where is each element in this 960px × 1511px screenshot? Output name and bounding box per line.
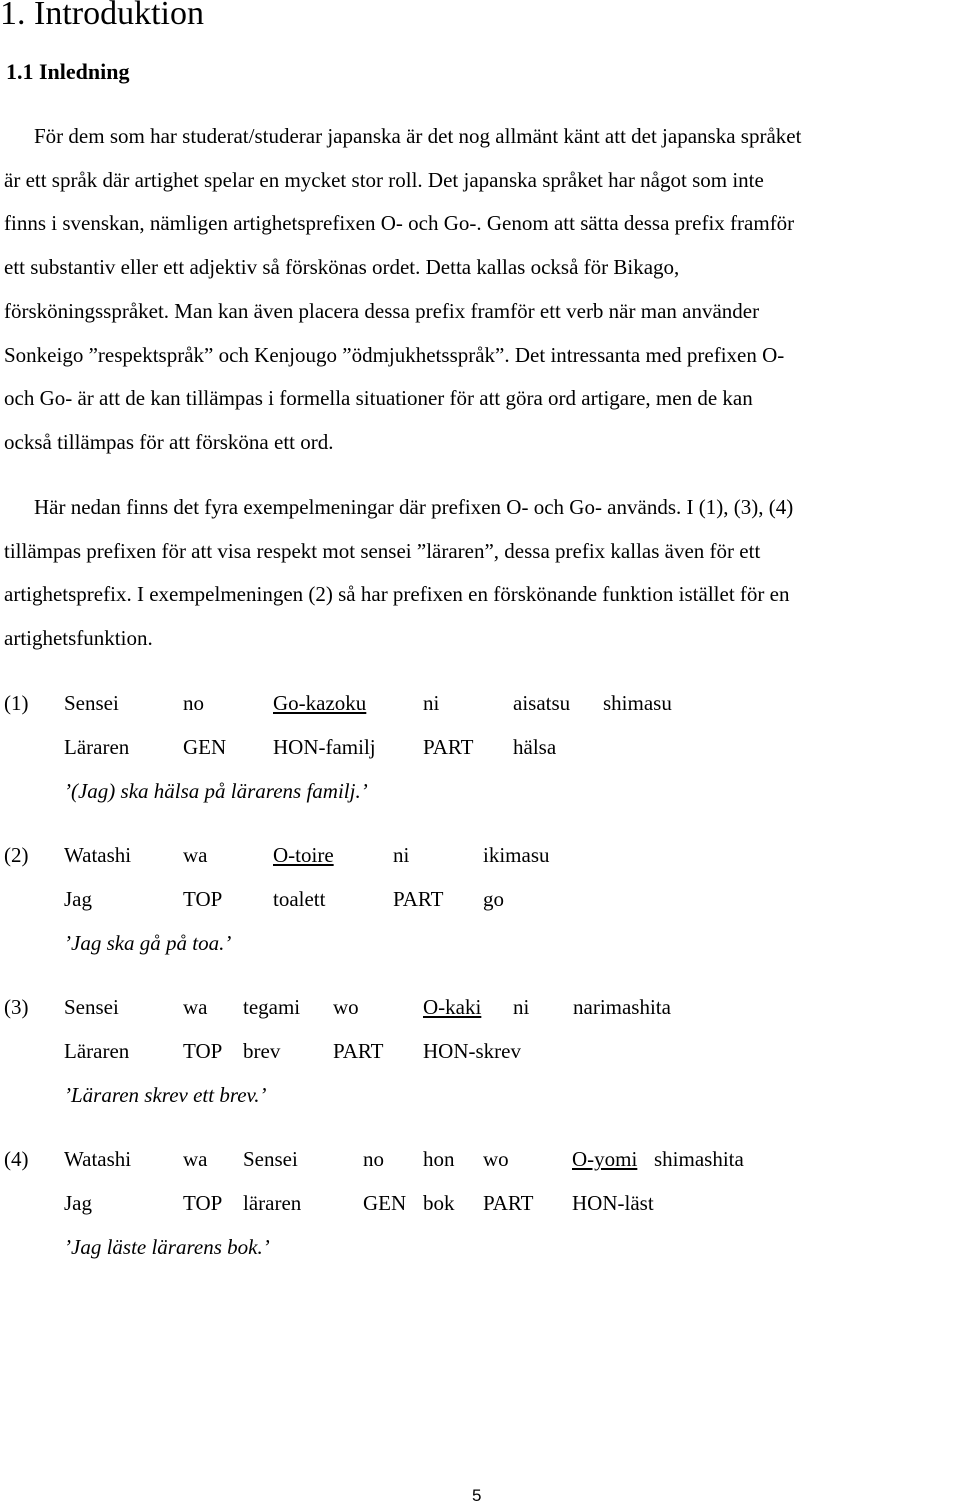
paragraph-line: och Go- är att de kan tillämpas i formella situationer för att göra ord artigare, men de kan [4, 386, 753, 411]
example-gloss: Läraren [64, 1039, 130, 1063]
example-word: no [363, 1147, 384, 1171]
example-gloss: TOP [183, 887, 223, 911]
example-gloss: hälsa [513, 735, 557, 759]
example-gloss: brev [243, 1039, 281, 1063]
example-gloss: toalett [273, 887, 326, 911]
example-word: Watashi [64, 843, 132, 867]
example-gloss: läraren [243, 1191, 302, 1215]
example-word: shimasu [603, 691, 672, 715]
example-number: (4) [4, 1147, 29, 1171]
example-word: hon [423, 1147, 455, 1171]
example-word: wa [183, 843, 208, 867]
example-word: tegami [243, 995, 301, 1019]
paragraph-line: För dem som har studerat/studerar japanska är det nog allmänt känt att det japanska språket [34, 124, 802, 148]
example-translation: ’Jag läste lärarens bok.’ [64, 1235, 270, 1259]
example-word: Sensei [64, 995, 119, 1019]
example-word: shimashita [654, 1147, 744, 1171]
example-word: ni [393, 843, 410, 867]
example-word: Sensei [64, 691, 119, 715]
paragraph-line: är ett språk där artighet spelar en mycket stor roll. Det japanska språket har något som inte [4, 167, 764, 192]
paragraph-line: Sonkeigo ”respektspråk” och Kenjougo ”ödmjukhetsspråk”. Det intressanta med prefixen O- [4, 342, 785, 367]
example-word: wo [333, 995, 359, 1019]
example-gloss: PART [423, 735, 474, 759]
example-gloss: GEN [183, 735, 227, 759]
example-number: (1) [4, 691, 29, 715]
example-gloss: GEN [363, 1191, 407, 1215]
intro-paragraph [4, 115, 956, 465]
paragraph-line: finns i svenskan, nämligen artighetsprefixen O- och Go-. Genom att sätta dessa prefix framför [4, 211, 795, 236]
paragraph-line: artighetsfunktion. [4, 626, 153, 651]
example-word: no [183, 691, 204, 715]
example-gloss: PART [393, 887, 444, 911]
paragraph-line: också tillämpas för att försköna ett ord. [4, 429, 334, 454]
example-number: (2) [4, 843, 29, 867]
examples-intro-paragraph [4, 486, 956, 661]
page-number: 5 [472, 1486, 482, 1505]
example-gloss: HON-familj [273, 735, 376, 759]
example-gloss: PART [333, 1039, 384, 1063]
example-gloss: TOP [183, 1191, 223, 1215]
section-heading: 1.1 Inledning [6, 59, 130, 84]
example-translation: ’Jag ska gå på toa.’ [64, 931, 232, 955]
example-gloss: bok [423, 1191, 455, 1215]
example-gloss: HON-skrev [423, 1039, 521, 1063]
example-word: Watashi [64, 1147, 132, 1171]
example-word-prefixed: O-kaki [423, 995, 482, 1019]
example-word-prefixed: O-yomi [572, 1147, 638, 1171]
example-word-prefixed: O-toire [273, 843, 334, 867]
paragraph-line: artighetsprefix. I exempelmeningen (2) så har prefixen en förskönande funktion istället för en [4, 582, 790, 607]
example-number: (3) [4, 995, 29, 1019]
example-word: ni [513, 995, 530, 1019]
example-word: ikimasu [483, 843, 550, 867]
example-gloss: PART [483, 1191, 534, 1215]
example-gloss: TOP [183, 1039, 223, 1063]
paragraph-line: ett substantiv eller ett adjektiv så förskönas ordet. Detta kallas också för Bikago, [4, 255, 680, 280]
paragraph-line: försköningsspråket. Man kan även placera dessa prefix framför ett verb när man använder [4, 298, 760, 323]
paragraph-line: Här nedan finns det fyra exempelmeningar där prefixen O- och Go- används. I (1), (3), (4) [34, 495, 794, 519]
example-gloss: Läraren [64, 735, 130, 759]
example-word: aisatsu [513, 691, 571, 715]
example-word: Sensei [243, 1147, 298, 1171]
example-word-prefixed: Go-kazoku [273, 691, 367, 715]
paragraph-line: tillämpas prefixen för att visa respekt mot sensei ”läraren”, dessa prefix kallas även för ett [4, 538, 761, 563]
example-translation: ’(Jag) ska hälsa på lärarens familj.’ [64, 779, 368, 803]
example-gloss: go [483, 887, 504, 911]
example-gloss: Jag [64, 1191, 92, 1215]
example-word: wa [183, 1147, 208, 1171]
example-word: ni [423, 691, 440, 715]
example-gloss: Jag [64, 887, 92, 911]
example-word: wa [183, 995, 208, 1019]
example-translation: ’Läraren skrev ett brev.’ [64, 1083, 267, 1107]
example-word: narimashita [573, 995, 671, 1019]
example-gloss: HON-läst [572, 1191, 654, 1215]
example-word: wo [483, 1147, 509, 1171]
chapter-heading: 1. Introduktion [0, 0, 204, 32]
